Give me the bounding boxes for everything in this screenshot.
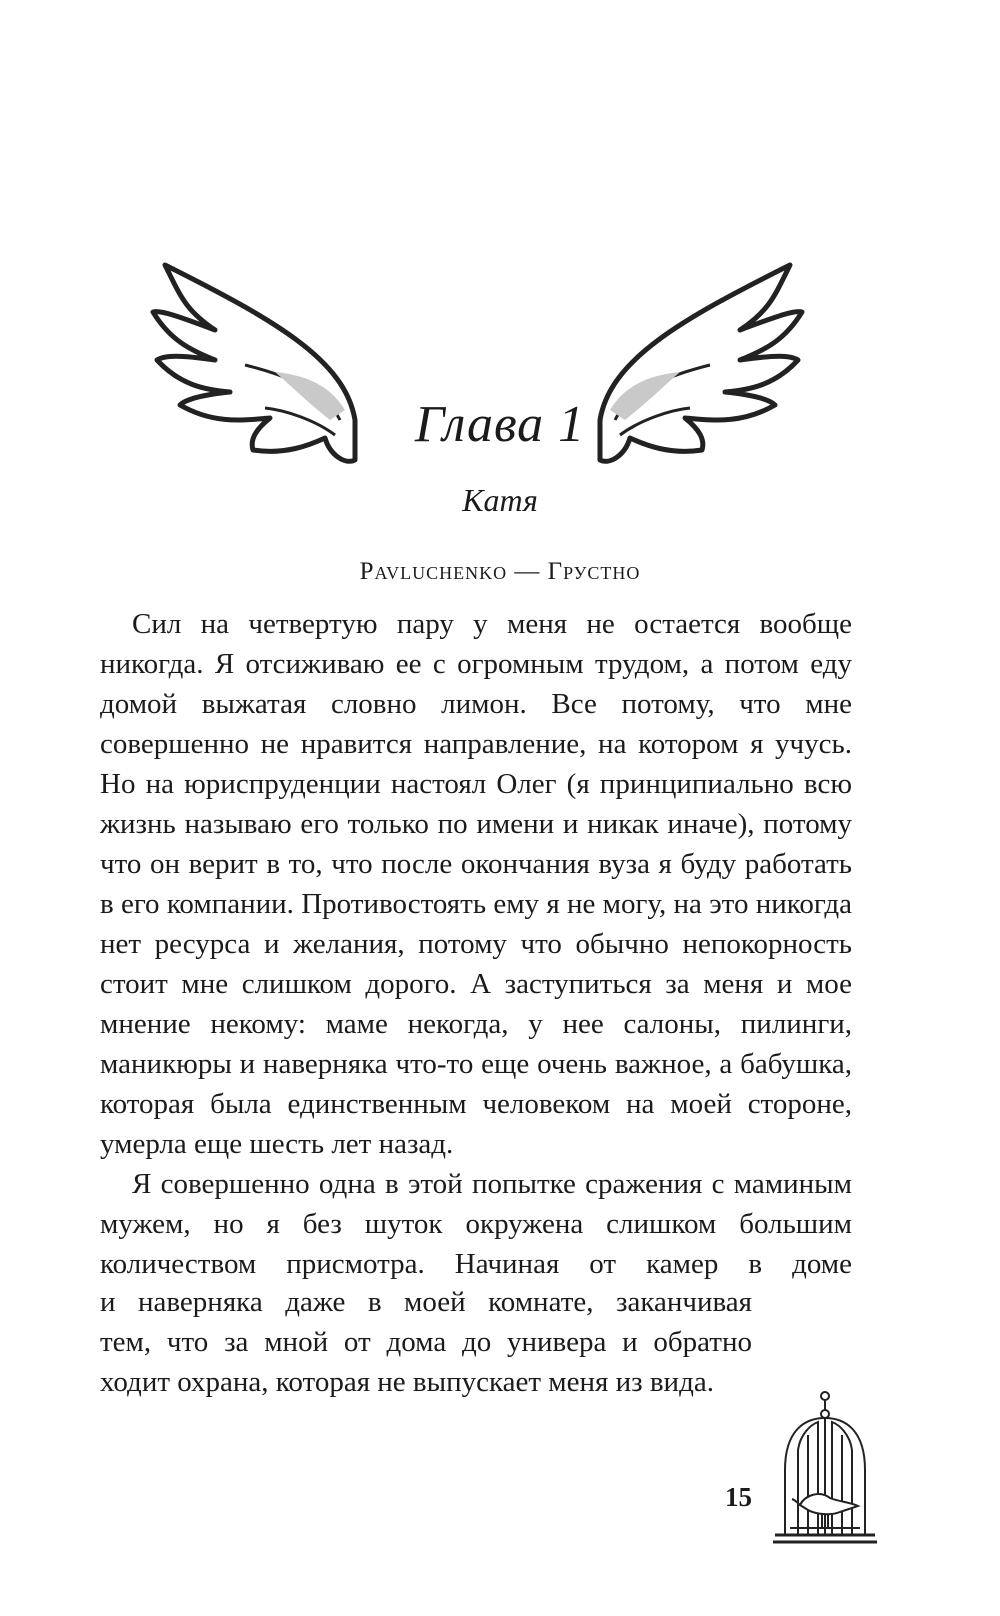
text-line: тем, что за мной от дома до универа и обратно xyxy=(100,1326,752,1358)
paragraph: Сил на четвертую пару у меня не остается вообще никогда. Я отсиживаю ее с огромным трудом, а потом еду домой выжатая словно лимон. Все потому, что мне совершенно не нравится направление, на котором я учусь. Но на юриспруденции настоял Олег (я принципиально всю жизнь называю его только по имени и никак иначе), потому что он верит в то, что после окончания вуза я буду работать в его компании. Противостоять ему я не могу, на это никогда нет ресурса и желания, потому что обычно непокорность стоит мне слишком дорого. А заступиться за меня и мое мнение некому: маме некогда, у нее салоны, пилинги, маникюры и наверняка что-то еще очень важное, а бабушка, которая была единственным человеком на моей стороне, умерла еще шесть лет назад. xyxy=(100,608,852,1160)
paragraph: Я совершенно одна в этой попытке сражения с маминым мужем, но я без шуток окружена слишком большим количеством присмотра. Начиная от камер в доме xyxy=(100,1168,852,1280)
chapter-character: Катя xyxy=(462,482,538,518)
birdcage-icon xyxy=(770,1390,880,1550)
text-line: и наверняка даже в моей комнате, заканчивая xyxy=(100,1286,752,1318)
paragraph-tail xyxy=(100,1282,752,1402)
chapter-title: Глава 1 xyxy=(414,396,586,453)
text-line: ходит охрана, которая не выпускает меня из вида. xyxy=(100,1366,714,1398)
body-text xyxy=(100,604,852,1284)
epigraph-song: Pavluchenko — Грустно xyxy=(359,558,641,585)
page-number: 15 xyxy=(725,1482,752,1512)
